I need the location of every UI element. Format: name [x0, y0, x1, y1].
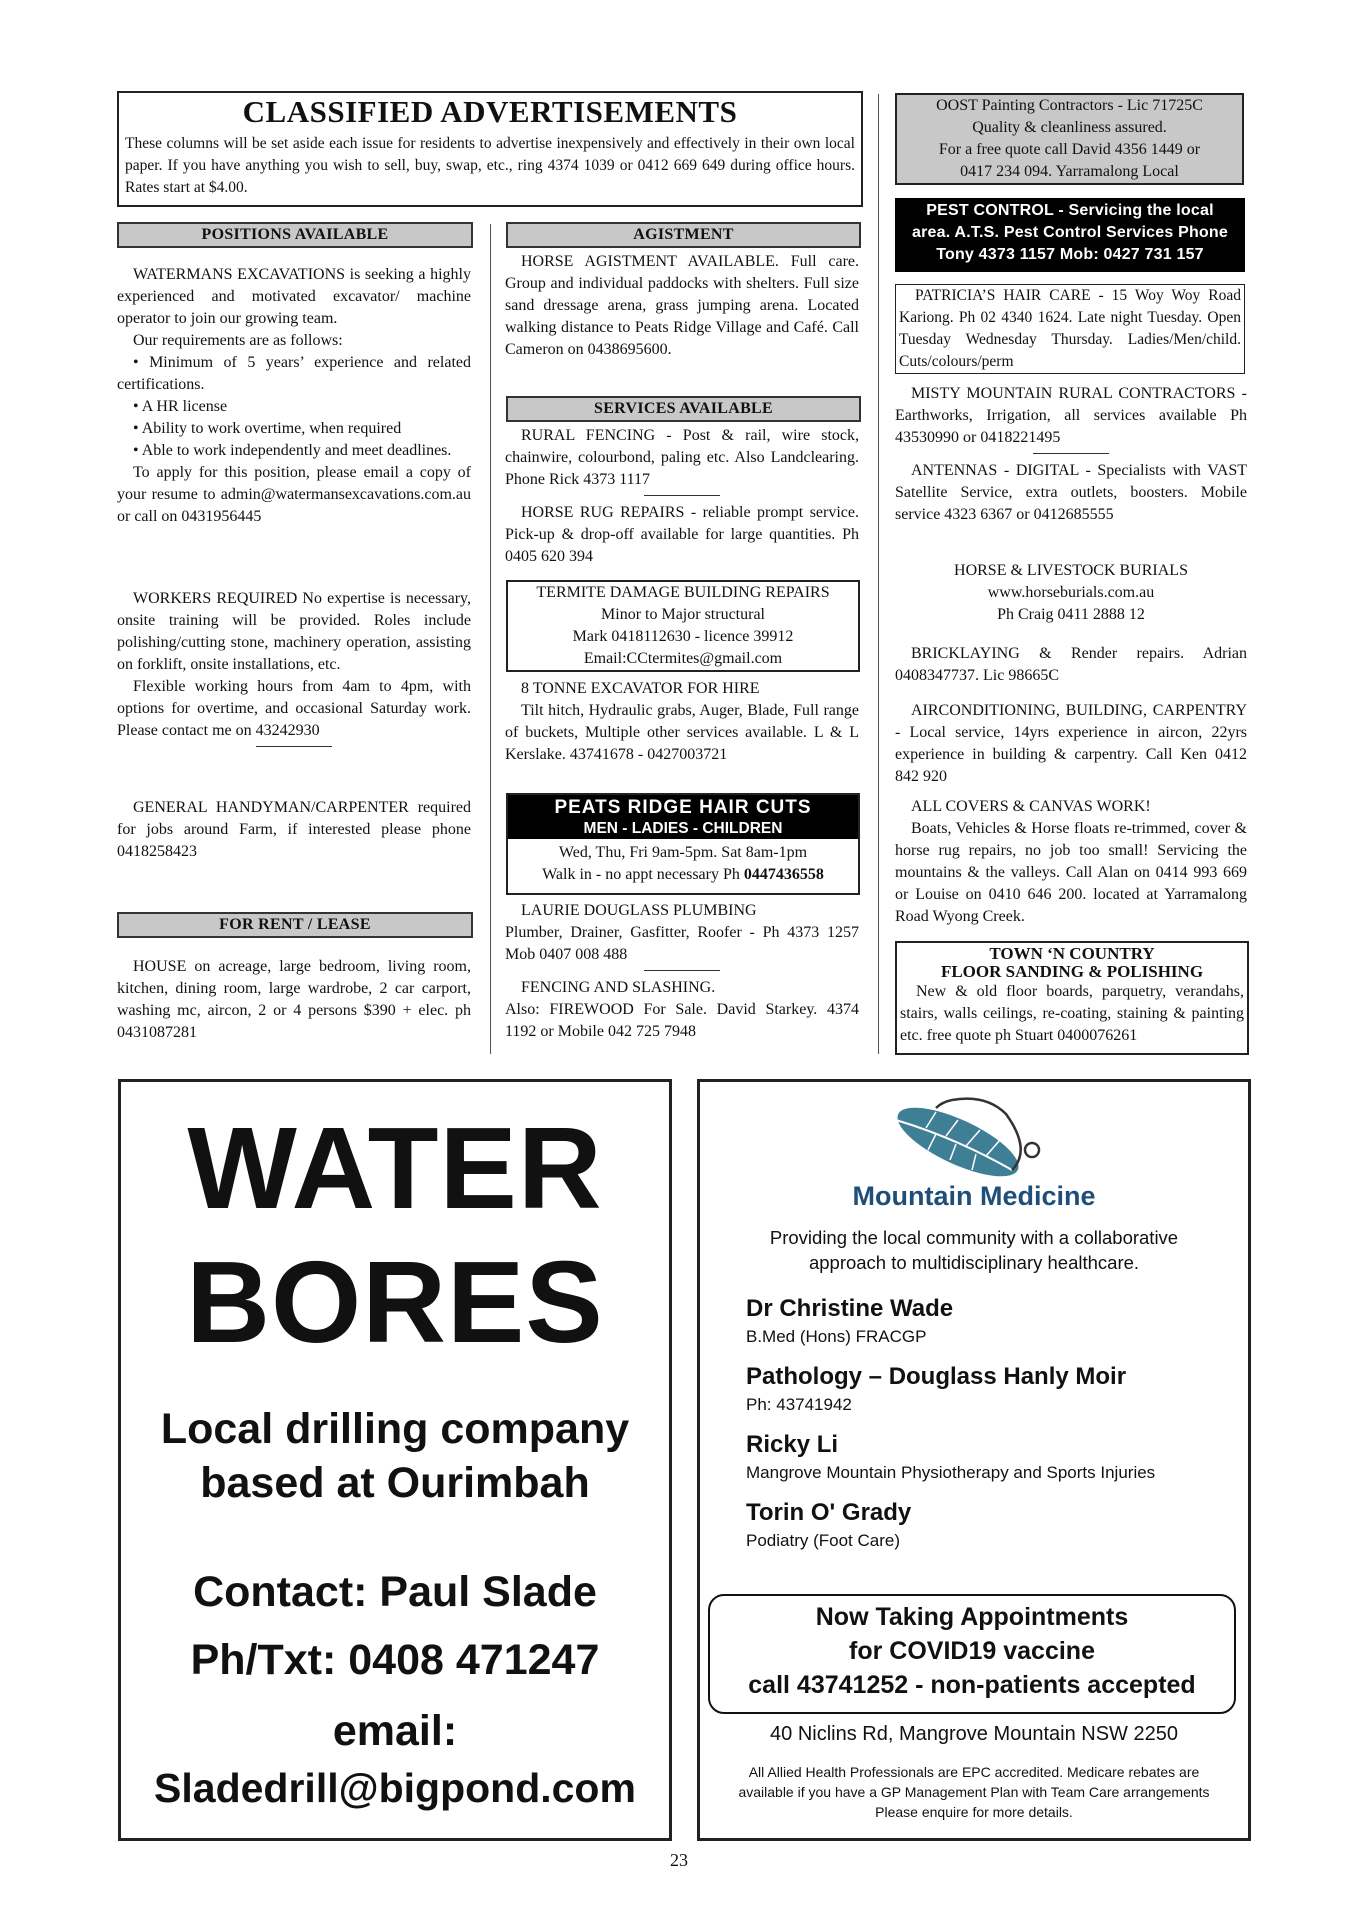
- bores-heading: BORES: [186, 1237, 604, 1367]
- classifieds-header: [117, 91, 863, 207]
- practitioner-name: Pathology – Douglass Hanly Moir: [746, 1363, 1127, 1390]
- requirement-item: • Ability to work overtime, when required: [133, 420, 402, 437]
- oost-line: 0417 234 094. Yarramalong Local: [960, 163, 1179, 180]
- requirement-item: • A HR license: [133, 398, 228, 415]
- excavator-hire-ad: [505, 678, 859, 766]
- separator: [256, 746, 332, 747]
- plumbing-ad: [505, 900, 859, 1043]
- practitioner-detail: B.Med (Hons) FRACGP: [746, 1327, 927, 1346]
- covers-title: ALL COVERS & CANVAS WORK!: [911, 798, 1151, 815]
- peats-ph-label: Ph: [722, 866, 740, 883]
- for-rent-heading: FOR RENT / LEASE: [117, 912, 473, 938]
- oost-painting-ad: [895, 93, 1244, 185]
- excavator-text: Tilt hitch, Hydraulic grabs, Auger, Blade, Full range of buckets, Multiple other services available. L & L Kerslake. 43741678 - 0427003721: [505, 702, 859, 763]
- footer-line: All Allied Health Professionals are EPC accredited. Medicare rebates are: [748, 1764, 1200, 1780]
- burials-title: HORSE & LIVESTOCK BURIALS: [954, 562, 1188, 579]
- termite-line: Minor to Major structural: [601, 606, 765, 623]
- footer-line: Please enquire for more details.: [875, 1804, 1073, 1820]
- house-text: HOUSE on acreage, large bedroom, living room, kitchen, dining room, large wardrobe, 2 car carport, washing mc, aircon, 2 or 4 persons $390 + elec. ph 0431087281: [117, 958, 471, 1041]
- excavator-title: 8 TONNE EXCAVATOR FOR HIRE: [521, 680, 760, 697]
- rural-fencing-ad: [505, 425, 859, 568]
- pest-control-ad: [895, 198, 1245, 272]
- plumbing-text: Plumber, Drainer, Gasfitter, Roofer - Ph 4373 1257 Mob 0407 008 488: [505, 924, 859, 963]
- covid-appointments-box: [708, 1594, 1236, 1714]
- services-available-heading: SERVICES AVAILABLE: [506, 396, 861, 422]
- floor-body: New & old floor boards, parquetry, verandahs, stairs, walls ceilings, re-coating, staining & painting etc. free quote ph Stuart 0400076261: [900, 983, 1244, 1044]
- classifieds-intro: These columns will be set aside each issue for residents to advertise inexpensively and effectively in their own local paper. If you have anything you wish to sell, buy, swap, etc., ring 4374 1039 or 0412 669 649 during office hours. Rates start at $4.00.: [125, 135, 855, 196]
- peats-walkin: Walk in - no appt necessary: [542, 866, 719, 883]
- misty-text: MISTY MOUNTAIN RURAL CONTRACTORS - Earthworks, Irrigation, all services available Ph 43530990 or 0418221495: [895, 385, 1247, 446]
- misty-mountain-ad: [895, 383, 1247, 526]
- watermans-apply: To apply for this position, please email a copy of your resume to admin@watermansexcavations.com.au or call on 0431956445: [117, 464, 471, 525]
- peats-title: PEATS RIDGE HAIR CUTS: [508, 795, 858, 819]
- fencing-text: RURAL FENCING - Post & rail, wire stock, chainwire, colourbond, paling etc. Also Landclearing. Phone Rick 4373 1117: [505, 427, 859, 488]
- email-address: Sladedrill@bigpond.com: [154, 1765, 636, 1811]
- slashing-text: Also: FIREWOOD For Sale. David Starkey. 4374 1192 or Mobile 042 725 7948: [505, 1001, 859, 1040]
- pest-line: PEST CONTROL - Servicing the local: [926, 202, 1214, 219]
- location-line: based at Ourimbah: [200, 1459, 590, 1507]
- oost-line: For a free quote call David 4356 1449 or: [938, 141, 1201, 158]
- antennas-text: ANTENNAS - DIGITAL - Specialists with VAST Satellite Service, extra outlets, boosters. Mobile service 4323 6367 or 0412685555: [895, 462, 1247, 523]
- separator: [1033, 453, 1109, 454]
- separator: [644, 495, 720, 496]
- covid-line: call 43741252 - non-patients accepted: [748, 1671, 1196, 1699]
- termite-line: Mark 0418112630 - licence 39912: [572, 628, 794, 645]
- phone-line: Ph/Txt: 0408 471247: [190, 1636, 600, 1684]
- practitioner-detail: Mangrove Mountain Physiotherapy and Sports Injuries: [746, 1463, 1156, 1482]
- bricklaying-text: BRICKLAYING & Render repairs. Adrian 0408347737. Lic 98665C: [895, 645, 1247, 684]
- practitioner-name: Torin O' Grady: [746, 1499, 912, 1526]
- burials-web: www.horseburials.com.au: [987, 584, 1155, 601]
- watermans-requirements: Our requirements are as follows:: [133, 332, 343, 349]
- plumbing-title: LAURIE DOUGLASS PLUMBING: [521, 902, 757, 919]
- floor-text: [897, 981, 1247, 1047]
- medicine-brand: Mountain Medicine: [852, 1181, 1096, 1211]
- oost-line: OOST Painting Contractors - Lic 71725C: [936, 97, 1203, 114]
- handyman-text: GENERAL HANDYMAN/CARPENTER required for jobs around Farm, if interested please phone 0418258423: [117, 799, 471, 860]
- patricia-hair-ad: [895, 284, 1245, 374]
- page-number: 23: [670, 1850, 688, 1870]
- medicine-address: 40 Niclins Rd, Mangrove Mountain NSW 2250: [770, 1723, 1178, 1745]
- water-heading: WATER: [187, 1103, 603, 1233]
- separator: [644, 970, 720, 971]
- agistment-heading: AGISTMENT: [506, 222, 861, 248]
- pest-line: area. A.T.S. Pest Control Services Phone: [912, 224, 1228, 241]
- workers-hours: Flexible working hours from 4am to 4pm, with options for overtime, and occasional Saturday work. Please contact me on 43242930: [117, 678, 471, 739]
- contact-line: Contact: Paul Slade: [193, 1568, 597, 1616]
- email-label: email:: [332, 1707, 458, 1755]
- aircon-ad: [895, 700, 1247, 788]
- burials-ad: [895, 560, 1247, 626]
- practitioner-name: Ricky Li: [746, 1431, 839, 1458]
- termite-title: TERMITE DAMAGE BUILDING REPAIRS: [536, 584, 830, 601]
- mountain-medicine-ad: [697, 1079, 1251, 1841]
- floor-sanding-ad: [895, 941, 1249, 1055]
- house-rent-ad: [117, 956, 471, 1044]
- covers-ad: [895, 796, 1247, 928]
- water-bores-ad: [118, 1079, 672, 1841]
- burials-phone: Ph Craig 0411 2888 12: [997, 606, 1145, 623]
- practitioner-name: Dr Christine Wade: [746, 1295, 954, 1322]
- medicine-tagline: Providing the local community with a collaborative: [769, 1227, 1179, 1248]
- page-title: CLASSIFIED ADVERTISEMENTS: [242, 94, 738, 129]
- watermans-ad: [117, 264, 471, 528]
- column-divider: [490, 224, 491, 1054]
- agistment-ad: [505, 251, 859, 361]
- workers-required-ad: [117, 588, 471, 753]
- footer-line: available if you have a GP Management Plan with Team Care arrangements: [738, 1784, 1210, 1800]
- bricklaying-ad: [895, 643, 1247, 687]
- practitioner-detail: Podiatry (Foot Care): [746, 1531, 900, 1550]
- peats-subtitle: MEN - LADIES - CHILDREN: [508, 819, 858, 839]
- slashing-title: FENCING AND SLASHING.: [521, 979, 716, 996]
- medicine-tagline: approach to multidisciplinary healthcare.: [808, 1252, 1140, 1273]
- patricia-text: PATRICIA’S HAIR CARE - 15 Woy Woy Road Kariong. Ph 02 4340 1624. Late night Tuesday. Open Tuesday Wednesday Thursday. Ladies/Men/child. Cuts/colours/perm: [899, 287, 1241, 370]
- practitioner-detail: Ph: 43741942: [746, 1395, 852, 1414]
- requirement-item: • Able to work independently and meet deadlines.: [133, 442, 452, 459]
- drilling-line: Local drilling company: [160, 1405, 630, 1453]
- aircon-text: AIRCONDITIONING, BUILDING, CARPENTRY - Local service, 14yrs experience in aircon, 22yrs experience in building & carpentry. Call Ken 0412 842 920: [895, 702, 1247, 785]
- column-divider: [878, 94, 879, 1054]
- peats-hours: Wed, Thu, Fri 9am-5pm. Sat 8am-1pm: [558, 844, 808, 861]
- peats-walkin-line: [508, 864, 858, 886]
- covid-line: Now Taking Appointments: [815, 1603, 1129, 1631]
- oost-line: Quality & cleanliness assured.: [972, 119, 1167, 136]
- covers-text: Boats, Vehicles & Horse floats re-trimmed, cover & horse rug repairs, no job too small! Servicing the mountains & the valleys. Call Alan on 0414 993 669 or Louise on 0410 646 200. located at Yarramalong Road Wyong Creek.: [895, 820, 1247, 925]
- handyman-ad: [117, 797, 471, 863]
- agistment-text: HORSE AGISTMENT AVAILABLE. Full care. Group and individual paddocks with shelters. Full size sand dressage arena, grass jumping arena. Located walking distance to Peats Ridge Village and Café. Call Cameron on 0438695600.: [505, 253, 859, 358]
- floor-subtitle: FLOOR SANDING & POLISHING: [940, 962, 1204, 981]
- pest-line: Tony 4373 1157 Mob: 0427 731 157: [936, 246, 1204, 263]
- practitioner-list: [746, 1293, 1226, 1553]
- peats-phone: 0447436558: [743, 866, 824, 883]
- medicine-footer: [700, 1762, 1248, 1822]
- rug-repairs-text: HORSE RUG REPAIRS - reliable prompt service. Pick-up & drop-off available for large quantities. Ph 0405 620 394: [505, 504, 859, 565]
- floor-title: TOWN ‘N COUNTRY: [989, 944, 1155, 963]
- peats-ridge-hair-ad: [506, 793, 860, 895]
- covid-line: for COVID19 vaccine: [849, 1637, 1095, 1665]
- termite-email: Email:CCtermites@gmail.com: [583, 650, 783, 667]
- positions-available-heading: POSITIONS AVAILABLE: [117, 222, 473, 248]
- watermans-intro: WATERMANS EXCAVATIONS is seeking a highly experienced and motivated excavator/ machine operator to join our growing team.: [117, 266, 471, 327]
- requirement-item: • Minimum of 5 years’ experience and related certifications.: [117, 354, 471, 393]
- workers-text: WORKERS REQUIRED No expertise is necessary, onsite training will be provided. Roles include polishing/cutting stone, machinery operation, assisting on forklift, onsite installations, etc.: [117, 590, 471, 673]
- termite-ad: [506, 580, 860, 672]
